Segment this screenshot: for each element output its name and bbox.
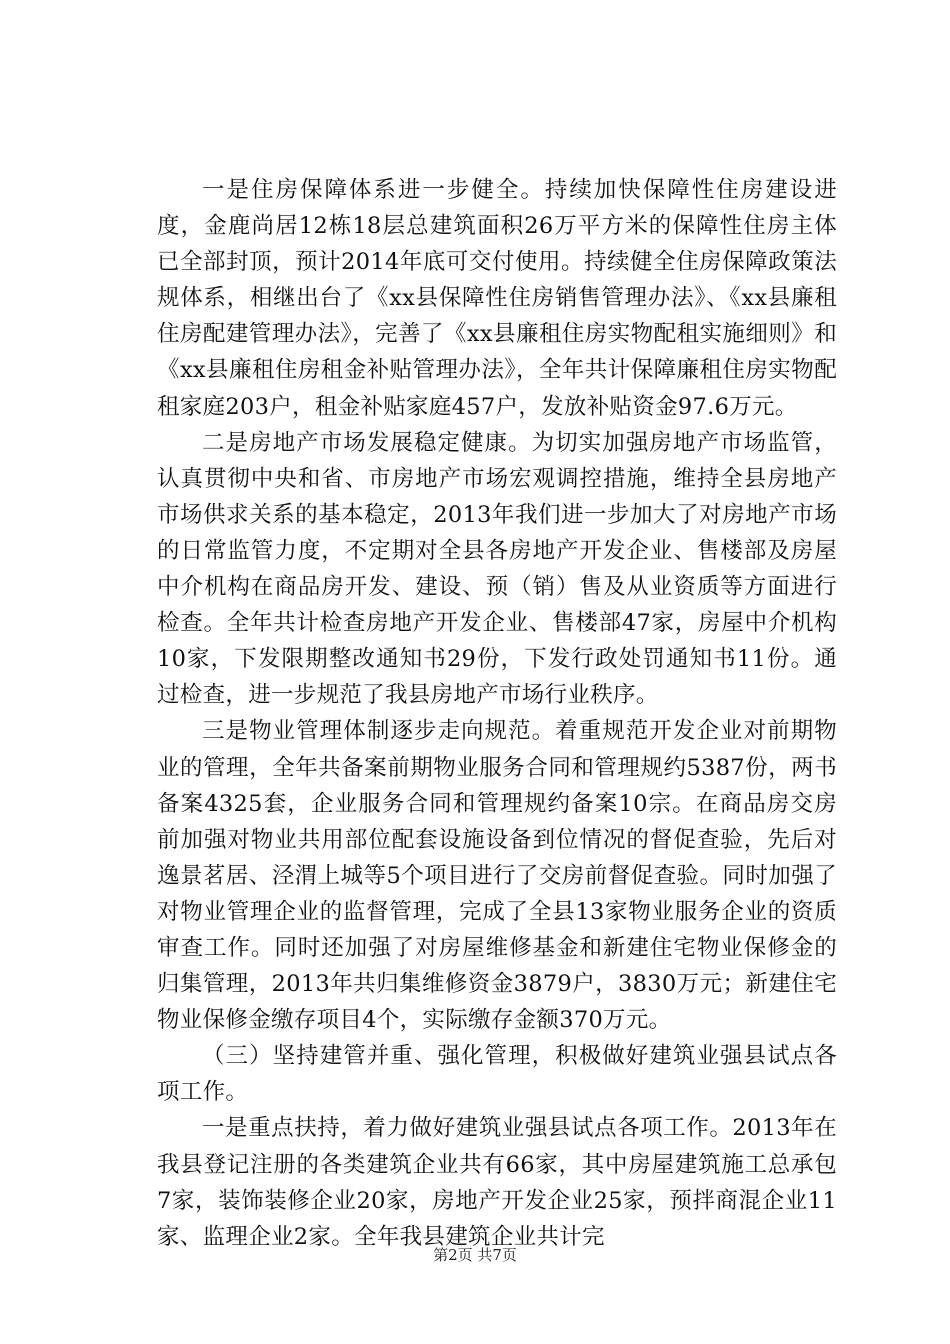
section-heading-construction: （三）坚持建管并重、强化管理，积极做好建筑业强县试点各项工作。 [157, 1043, 837, 1106]
paragraph-housing-security: 一是住房保障体系进一步健全。持续加快保障性住房建设进度，金鹿尚居12栋18层总建筑面积26万平方米的保障性住房主体已全部封顶，预计2014年底可交付使用。持续健全住房保障政策法规体系，相继出台了《xx县保障性住房销售管理办法》、《xx县廉租住房配建管理办法》，完善了《xx县廉租住房实物配租实施细则》和《xx县廉租住房租金补贴管理办法》，全年共计保障廉租住房实物配租家庭203户，租金补贴家庭457户，发放补贴资金97.6万元。 [157, 177, 837, 420]
paragraph-property-management: 三是物业管理体制逐步走向规范。着重规范开发企业对前期物业的管理，全年共备案前期物业服务合同和管理规约5387份，两书备案4325套，企业服务合同和管理规约备案10宗。在商品房交房前加强对物业共用部位配套设施设备到位情况的督促查验，先后对逸景茗居、泾渭上城等5个项目进行了交房前督促查验。同时加强了对物业管理企业的监督管理，完成了全县13家物业服务企业的资质审查工作。同时还加强了对房屋维修基金和新建住宅物业保修金的归集管理，2013年共归集维修资金3879户，3830万元；新建住宅物业保修金缴存项目4个，实际缴存金额370万元。 [157, 718, 837, 1034]
paragraph-real-estate-market: 二是房地产市场发展稳定健康。为切实加强房地产市场监管，认真贯彻中央和省、市房地产市场宏观调控措施，维持全县房地产市场供求关系的基本稳定，2013年我们进一步加大了对房地产市场的日常监管力度，不定期对全县各房地产开发企业、售楼部及房屋中介机构在商品房开发、建设、预（销）售及从业资质等方面进行检查。全年共计检查房地产开发企业、售楼部47家，房屋中介机构10家，下发限期整改通知书29份，下发行政处罚通知书11份。通过检查，进一步规范了我县房地产市场行业秩序。 [157, 429, 837, 709]
document-body [157, 172, 837, 1255]
page-number-label: 第2页 共7页 [433, 1246, 517, 1264]
paragraph-construction-support: 一是重点扶持，着力做好建筑业强县试点各项工作。2013年在我县登记注册的各类建筑企业共有66家，其中房屋建筑施工总承包7家，装饰装修企业20家，房地产开发企业25家，预拌商混企业11家、监理企业2家。全年我县建筑企业共计完 [157, 1115, 837, 1250]
page-footer [0, 1244, 950, 1265]
